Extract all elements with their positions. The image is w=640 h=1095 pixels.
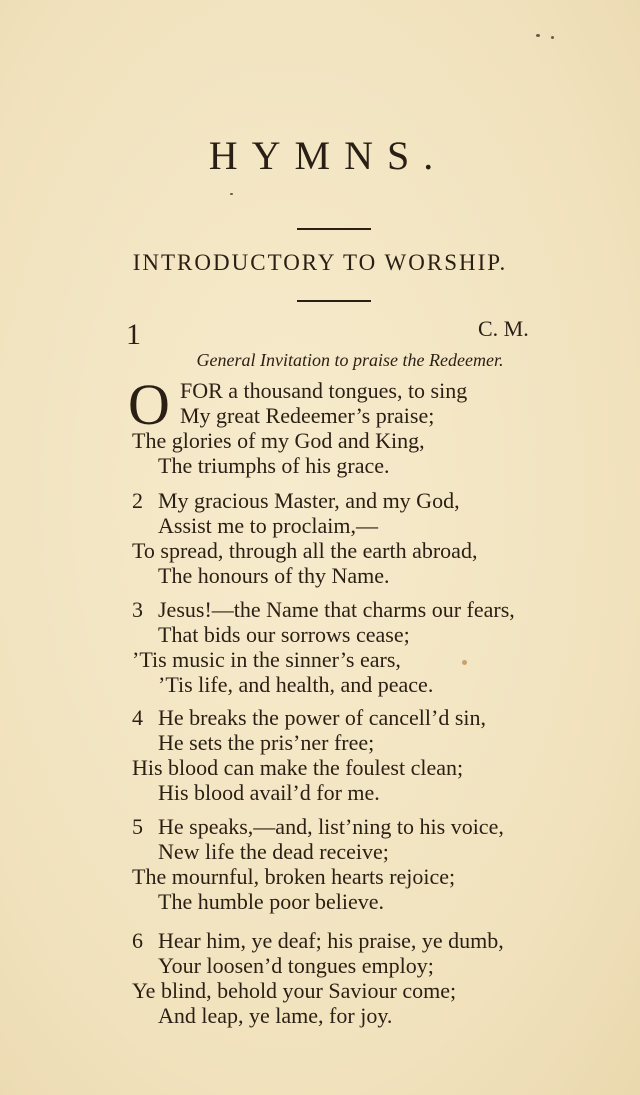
- verse-2-line-1: My gracious Master, and my God,: [158, 488, 460, 513]
- paper-stain: [462, 660, 467, 665]
- section-heading: INTRODUCTORY TO WORSHIP.: [132, 250, 508, 275]
- verse-6-line-4: And leap, ye lame, for joy.: [158, 1003, 393, 1028]
- hymn-subtitle: General Invitation to praise the Redeemer.: [196, 350, 504, 370]
- verse-4-line-4: His blood avail’d for me.: [158, 780, 380, 805]
- verse-6-line-1: Hear him, ye deaf; his praise, ye dumb,: [158, 928, 504, 953]
- verse-5-number: 5: [132, 814, 143, 839]
- verse-5-line-3: The mournful, broken hearts rejoice;: [132, 864, 456, 889]
- page-title: HYMNS.: [208, 133, 448, 178]
- verse-2-number: 2: [132, 488, 143, 513]
- verse-3-line-4: ’Tis life, and health, and peace.: [158, 672, 434, 697]
- verse-3-line-3: ’Tis music in the sinner’s ears,: [132, 647, 401, 672]
- divider-bottom: [297, 300, 371, 302]
- verse-4-line-1: He breaks the power of cancell’d sin,: [158, 705, 487, 730]
- drop-cap: O: [128, 372, 170, 437]
- verse-6-line-2: Your loosen’d tongues employ;: [158, 953, 434, 978]
- paper-speck: [230, 193, 233, 195]
- verse-4-line-2: He sets the pris’ner free;: [158, 730, 375, 755]
- verse-5-line-4: The humble poor believe.: [158, 889, 385, 914]
- verse-4-line-3: His blood can make the foulest clean;: [132, 755, 464, 780]
- verse-6-line-3: Ye blind, behold your Saviour come;: [132, 978, 457, 1003]
- verse-1-line-3: The glories of my God and King,: [132, 428, 425, 453]
- verse-1-line-1: FOR a thousand tongues, to sing: [180, 378, 468, 403]
- verse-6-number: 6: [132, 928, 143, 953]
- verse-3-number: 3: [132, 597, 143, 622]
- paper-speck: [551, 36, 554, 39]
- hymn-meter: C. M.: [478, 316, 529, 341]
- verse-1-line-4: The triumphs of his grace.: [158, 453, 390, 478]
- verse-3-line-1: Jesus!—the Name that charms our fears,: [158, 597, 515, 622]
- divider-top: [297, 228, 371, 230]
- verse-2-line-3: To spread, through all the earth abroad,: [132, 538, 478, 563]
- verse-1-line-2: My great Redeemer’s praise;: [180, 403, 435, 428]
- verse-5-line-2: New life the dead receive;: [158, 839, 389, 864]
- paper-speck: [536, 34, 540, 37]
- verse-2-line-2: Assist me to proclaim,—: [158, 513, 378, 538]
- verse-5-line-1: He speaks,—and, list’ning to his voice,: [158, 814, 504, 839]
- verse-4-number: 4: [132, 705, 143, 730]
- verse-3-line-2: That bids our sorrows cease;: [158, 622, 410, 647]
- hymn-number: 1: [126, 318, 141, 351]
- verse-2-line-4: The honours of thy Name.: [158, 563, 390, 588]
